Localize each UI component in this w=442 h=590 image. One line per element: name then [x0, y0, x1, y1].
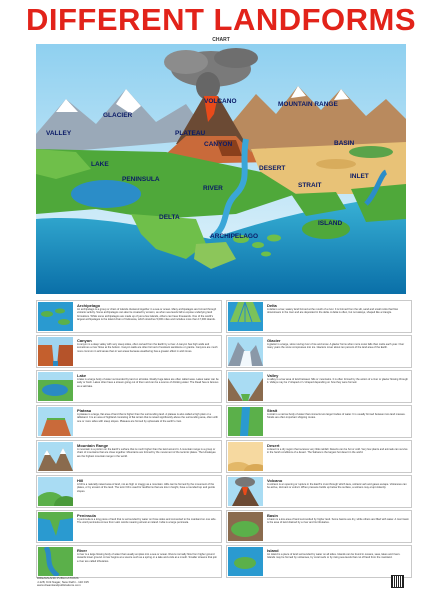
label-delta: DELTA — [159, 214, 180, 221]
card-title: Plateau — [77, 408, 92, 413]
label-volcano: VOLCANO — [204, 98, 237, 105]
label-plateau: PLATEAU — [175, 130, 206, 137]
card-text: A river is a large flowing body of water that usually empties into a sea or ocean. Rivers normally flow from higher ground towards lower ground. A river begins at a source such as a spring or a lake and ends at a mouth. Smaller streams that join a river are called tributaries. — [77, 553, 217, 563]
label-glacier: GLACIER — [103, 112, 133, 119]
mountain-thumbnail — [38, 442, 73, 471]
label-lake: LAKE — [91, 161, 109, 168]
landforms-illustration — [36, 44, 406, 294]
card-title: Archipelago — [77, 303, 101, 308]
card-text: A plateau is a large, flat area of land that is higher than the surrounding land. A plateau is also called a high plain or a tableland. It is an area of highland consisting of flat terrain that is raised significantly above the surrounding area, often with one or more sides with steep slopes. Plateaus are formed by upheavals of the earth's crust. — [77, 413, 218, 423]
basin-thumbnail — [228, 512, 263, 541]
landscape-drawing — [36, 44, 406, 294]
glacier-thumbnail — [228, 337, 263, 366]
card-title: Delta — [267, 303, 277, 308]
publisher-name: DREAMLAND PUBLICATIONS — [37, 576, 79, 580]
card-title: Valley — [267, 373, 279, 378]
card-lake — [36, 370, 222, 403]
card-hill — [36, 475, 222, 508]
label-island: ISLAND — [318, 220, 343, 227]
card-text: A basin is a low area of land surrounded by higher land. Some basins are dry, while others are filled with water. A river basin is the area of land drained by a river and its tributaries. — [267, 518, 409, 525]
page-subtitle: CHART — [212, 37, 230, 43]
card-canyon — [36, 335, 222, 368]
card-title: Glacier — [267, 338, 281, 343]
card-glacier — [226, 335, 412, 368]
card-title: Hill — [77, 478, 84, 483]
card-text: An island is a piece of land surrounded by water on all sides. Islands can be found in oceans, seas, lakes and rivers. Islands may be formed by volcanoes, by coral reefs or by rising sea levels that cut off land from the mainland. — [267, 553, 401, 560]
card-mountain-range — [36, 440, 222, 473]
label-desert: DESERT — [259, 165, 286, 172]
card-delta — [226, 300, 412, 333]
card-title: River — [77, 548, 88, 553]
card-peninsula — [36, 510, 222, 543]
desert-thumbnail — [228, 442, 263, 471]
card-plateau — [36, 405, 222, 438]
card-title: Canyon — [77, 338, 92, 343]
island-thumbnail — [228, 547, 263, 576]
card-text: A canyon is a deep valley with very steep sides, often carved from the Earth by a river. A canyon has high walls and sometimes a river flows at the bottom. Canyon walls are often formed of resistant sandstone or granite. Canyons are much more common in arid areas than in wet areas because weathering has a greater effect in arid zones. — [77, 343, 218, 353]
river-thumbnail — [38, 547, 73, 576]
label-mountain-range: MOUNTAIN RANGE — [278, 101, 338, 108]
card-title: Mountain Range — [77, 443, 109, 448]
card-valley — [226, 370, 412, 403]
card-title: Lake — [77, 373, 87, 378]
card-archipelago — [36, 300, 222, 333]
card-text: A peninsula is a long piece of land that is surrounded by water on three sides and connected to the mainland on one side. The word peninsula comes from Latin words meaning almost an island. India is a large peninsula. — [77, 518, 217, 525]
label-strait: STRAIT — [298, 182, 322, 189]
label-peninsula: PENINSULA — [122, 176, 160, 183]
card-text: A hill is a naturally raised area of land, not as high or craggy as a mountain. Hills can be formed by the movement of the plates, or by erosion of the land. The term hill is used for landforms that are low in height, have a rounded top and gentle slopes. — [77, 483, 215, 493]
card-title: Volcano — [267, 478, 283, 483]
card-volcano — [226, 475, 412, 508]
publisher-address: J-128, Kirti Nagar, New Delhi - 110 015 — [37, 579, 89, 584]
page-title: DIFFERENT LANDFORMS — [25, 2, 417, 37]
card-title: Basin — [267, 513, 278, 518]
label-inlet: INLET — [350, 173, 369, 180]
volcano-thumbnail — [228, 477, 263, 506]
card-text: A desert is a dry region that receives very little rainfall. Deserts can be hot or cold. Very few plants and animals can survive in the harsh conditions of a desert. The Sahara is the largest hot desert in the world. — [267, 448, 408, 455]
label-basin: BASIN — [334, 140, 355, 147]
card-desert — [226, 440, 412, 473]
left-card-column — [36, 300, 223, 580]
card-strait — [226, 405, 412, 438]
barcode-icon — [392, 576, 403, 587]
lake-thumbnail — [38, 372, 73, 401]
canyon-thumbnail — [38, 337, 73, 366]
publisher-info — [37, 577, 89, 588]
plateau-thumbnail — [38, 407, 73, 436]
card-river — [36, 545, 222, 578]
card-text: A strait is a narrow body of water that connects two larger bodies of water. It is usually formed between two land masses. Straits are often important shipping routes. — [267, 413, 406, 420]
card-title: Strait — [267, 408, 278, 413]
card-title: Desert — [267, 443, 280, 448]
publisher-website: www.dreamlandpublications.com — [37, 583, 81, 587]
label-valley: VALLEY — [46, 130, 72, 137]
card-text: A glacier is a large, slow moving river of ice and snow. A glacier forms when more snow falls than melts each year. Over many years the snow compresses into ice. Glaciers cover about ten percent of the land area of the Earth. — [267, 343, 405, 350]
card-text: A volcano is an opening or rupture in the Earth's crust through which lava, volcanic ash and gases escape. Volcanoes can be active, dormant or extinct. When pressure builds up below the surface, a volcano may erupt violently. — [267, 483, 407, 490]
card-basin — [226, 510, 412, 543]
card-text: An archipelago is a group or chain of islands clustered together in a sea or ocean. Many archipelagos are formed through volcanic activity. Some archipelagos can also be created by erosion, as when sea levels fall to expose underlying land formations. While some archipelagos are made up of just a few islands, others can have thousands. One of the world's largest archipelagos is the island chain of Indonesia, which stretches 5,000 miles and includes more than 17,000 islands. — [77, 308, 217, 321]
strait-thumbnail — [228, 407, 263, 436]
right-card-column — [226, 300, 413, 580]
card-title: Island — [267, 548, 279, 553]
card-text: A valley is a low area of land between hills or mountains. It is often formed by the action of a river or glacier flowing through it. Valleys may be V shaped or U shaped depending on how they were formed. — [267, 378, 408, 385]
label-archipelago: ARCHIPELAGO — [210, 233, 259, 240]
label-canyon: CANYON — [204, 141, 233, 148]
card-text: A mountain is a portion on the Earth's surface that is much higher than the land around it. A mountain range is a group or chain of mountains that are close together. Mountains are formed by the movement of the tectonic plates. The Himalayas are the highest mountain range in the world. — [77, 448, 216, 458]
card-text: A delta is a low, watery land formed at the mouth of a river. It is formed from the silt, sand and small rocks that flow downstream in the river and are deposited in the delta. A delta is often, but not always, shaped like a triangle. — [267, 308, 399, 315]
delta-thumbnail — [228, 302, 263, 331]
card-title: Peninsula — [77, 513, 96, 518]
card-island — [226, 545, 412, 578]
label-river: RIVER — [203, 185, 223, 192]
hill-thumbnail — [38, 477, 73, 506]
valley-thumbnail — [228, 372, 263, 401]
peninsula-thumbnail — [38, 512, 73, 541]
card-text: A lake is a large body of water surrounded by land on all sides. Really huge lakes are often called seas. Lakes water can be salty or fresh. Lakes often have a stream going out of them and can be a source of drinking water. The Dead Sea is famous as a salt lake. — [77, 378, 219, 388]
archipelago-thumbnail — [38, 302, 73, 331]
